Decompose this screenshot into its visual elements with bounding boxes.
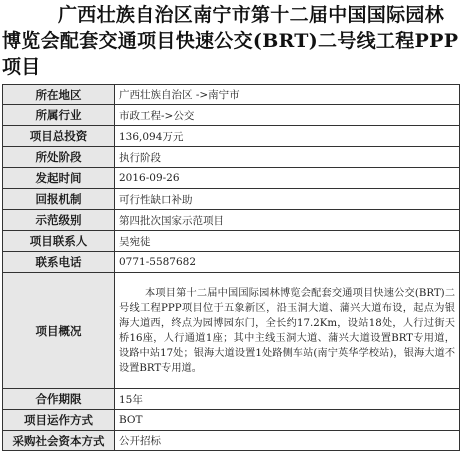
table-row [3, 147, 460, 168]
row-label: 合作期限 [3, 389, 115, 410]
table-row [3, 410, 460, 431]
row-value: 市政工程->公交 [115, 105, 460, 126]
row-value: 136,094万元 [115, 126, 460, 147]
table-row [3, 231, 460, 252]
table-row [3, 389, 460, 410]
row-value: 吴宛徒 [115, 231, 460, 252]
row-label: 项目概况 [3, 273, 115, 389]
row-label: 所处阶段 [3, 147, 115, 168]
row-value: 可行性缺口补助 [115, 189, 460, 210]
row-value: 2016-09-26 [115, 168, 460, 189]
project-overview-text: 本项目第十二届中国国际园林博览会配套交通项目快速公交(BRT)二号线工程PPP项目位于五象新区，沿玉洞大道、蒲兴大道布设，起点为银海大道西，终点为园博园东门，全长约17.2Km，设站18处，人行过街天桥16座，人行通道1座；其中主线玉洞大道、蒲兴大道设置BRT专用道，设路中站17处；银海大道设置1处路侧车站(南宁英华学校站)，银海大道不设置BRT专用道。 [115, 273, 460, 389]
row-label: 回报机制 [3, 189, 115, 210]
row-label: 所属行业 [3, 105, 115, 126]
table-row [3, 105, 460, 126]
table-row [3, 168, 460, 189]
table-row [3, 126, 460, 147]
row-value: 第四批次国家示范项目 [115, 210, 460, 231]
document-title: 广西壮族自治区南宁市第十二届中国国际园林博览会配套交通项目快速公交(BRT)二号线工程PPP项目 [2, 4, 459, 78]
row-label: 采购社会资本方式 [3, 431, 115, 451]
table-row [3, 85, 460, 105]
row-value: 15年 [115, 389, 460, 410]
row-value: BOT [115, 410, 460, 431]
row-value: 广西壮族自治区 ->南宁市 [115, 85, 460, 105]
table-row [3, 189, 460, 210]
row-label: 所在地区 [3, 85, 115, 105]
table-row [3, 252, 460, 273]
table-row [3, 210, 460, 231]
table-row [3, 431, 460, 451]
row-value: 执行阶段 [115, 147, 460, 168]
row-value: 0771-5587682 [115, 252, 460, 273]
row-label: 项目运作方式 [3, 410, 115, 431]
project-info-table [2, 84, 460, 451]
row-label: 联系电话 [3, 252, 115, 273]
row-label: 项目总投资 [3, 126, 115, 147]
row-value: 公开招标 [115, 431, 460, 451]
row-label: 示范级别 [3, 210, 115, 231]
row-label: 项目联系人 [3, 231, 115, 252]
table-row [3, 273, 460, 389]
row-label: 发起时间 [3, 168, 115, 189]
